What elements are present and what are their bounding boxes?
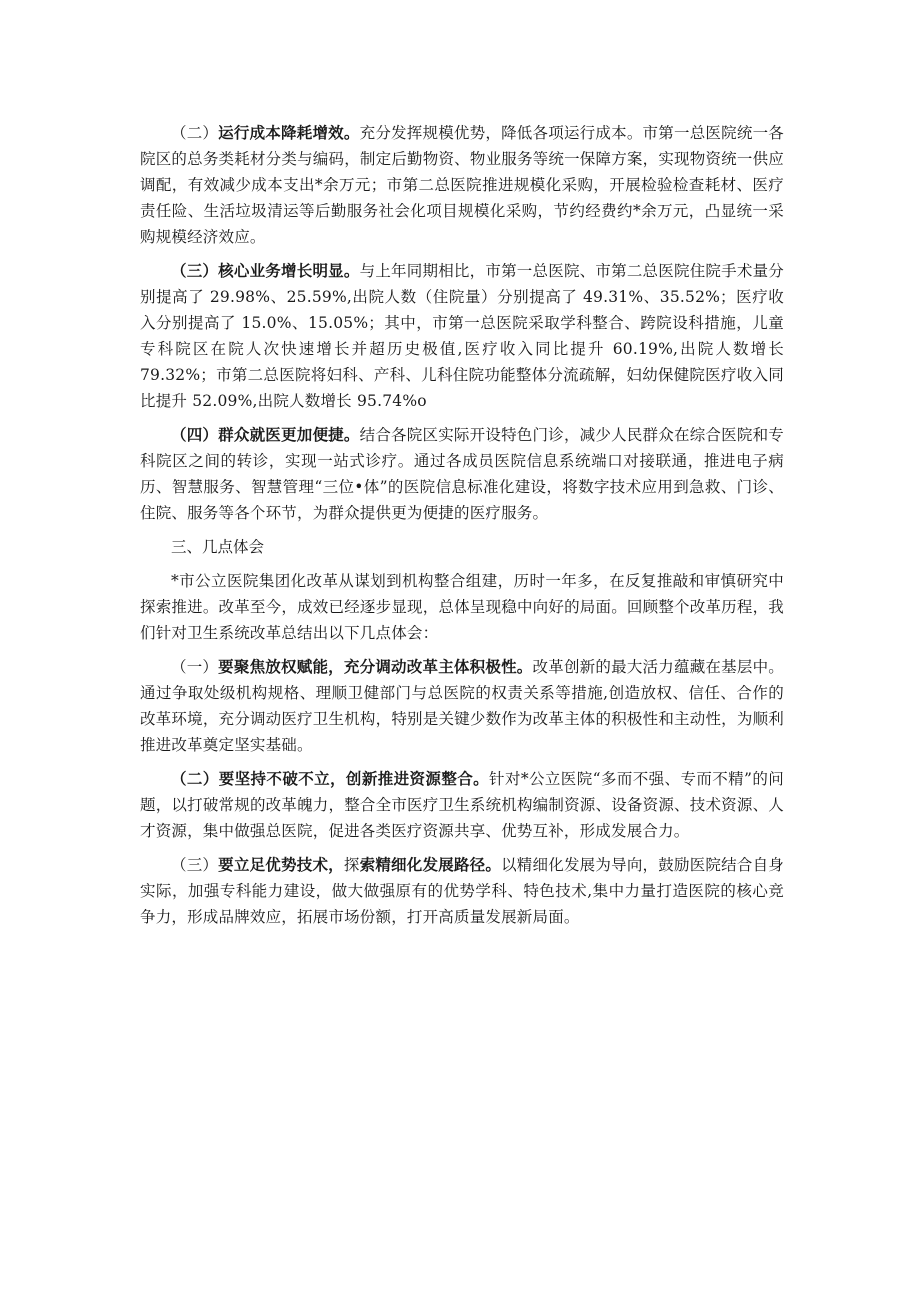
section-title: 要聚焦放权赋能，充分调动改革主体积极性。 [218, 658, 533, 676]
section-title: 索精细化发展路径。 [359, 856, 502, 874]
paragraph-empowerment [140, 654, 784, 758]
section-body: 改革创新的最大活力蕴藏在基层中。通过争取处级机构规格、理顺卫健部门与总医院的权责关系等措施,创造放权、信任、合作的改革环境，充分调动医疗卫生机构，特别是关键少数作为改革主体的积极性和主动性，为顺利推进改革奠定坚实基础。 [140, 658, 784, 754]
section-prefix: （二） [171, 124, 219, 142]
section-title: （四）群众就医更加便捷。 [171, 426, 360, 444]
section-title: 运行成本降耗增效。 [218, 124, 360, 142]
document-page [140, 120, 784, 938]
section-title: 要立足优势技术， [218, 856, 344, 874]
section-body: 充分发挥规模优势，降低各项运行成本。市第一总医院统一各院区的总务类耗材分类与编码，制定后勤物资、物业服务等统一保障方案，实现物资统一供应调配，有效减少成本支出*余万元；市第二总医院推进规模化采购，开展检验检查耗材、医疗责任险、生活垃圾清运等后勤服务社会化项目规模化采购，节约经费约*余万元，凸显统一采购规模经济效应。 [140, 124, 784, 246]
section-body: 以精细化发展为导向，鼓励医院结合自身实际，加强专科能力建设，做大做强原有的优势学科、特色技术,集中力量打造医院的核心竞争力，形成品牌效应，拓展市场份额，打开高质量发展新局面。 [140, 856, 784, 926]
paragraph-resource-integration [140, 766, 784, 844]
section-body: 与上年同期相比，市第一总医院、市第二总医院住院手术量分别提高了 29.98%、25.59%,出院人数（住院量）分别提高了 49.31%、35.52%；医疗收入分别提高了 15.0%、15.05%；其中，市第一总医院采取学科整合、跨院设科措施，儿童专科院区在院人次快速增长并超历史极值,医疗收入同比提升 60.19%,出院人数增长 79.32%；市第二总医院将妇科、产科、儿科住院功能整体分流疏解，妇幼保健院医疗收入同比提升 52.09%,出院人数增长 95.74%o [140, 262, 784, 410]
paragraph-refined-development [140, 852, 784, 930]
section-prefix: （一） [171, 658, 219, 676]
paragraph-cost-reduction [140, 120, 784, 250]
paragraph-convenience [140, 422, 784, 526]
section-title: （三）核心业务增长明显。 [171, 262, 360, 280]
section-title-middle: 探 [343, 856, 360, 874]
section-body: 结合各院区实际开设特色门诊，减少人民群众在综合医院和专科院区之间的转诊，实现一站式诊疗。通过各成员医院信息系统端口对接联通，推进电子病历、智慧服务、智慧管理“三位•体”的医院信息标准化建设，将数字技术应用到急救、门诊、住院、服务等各个环节，为群众提供更为便捷的医疗服务。 [140, 426, 784, 522]
part3-heading: 三、几点体会 [171, 538, 265, 556]
part3-intro: *市公立医院集团化改革从谋划到机构整合组建，历时一年多，在反复推敲和审慎研究中探索推进。改革至今，成效已经逐步显现，总体呈现稳中向好的局面。回顾整个改革历程，我们针对卫生系统改革总结出以下几点体会： [140, 572, 784, 642]
section-body: 针对*公立医院“多而不强、专而不精”的问题，以打破常规的改革魄力，整合全市医疗卫生系统机构编制资源、设备资源、技术资源、人才资源，集中做强总医院，促进各类医疗资源共享、优势互补，形成发展合力。 [140, 770, 784, 840]
section-title: （二）要坚持不破不立，创新推进资源整合。 [171, 770, 490, 788]
section-prefix: （三） [171, 856, 219, 874]
paragraph-core-business [140, 258, 784, 414]
